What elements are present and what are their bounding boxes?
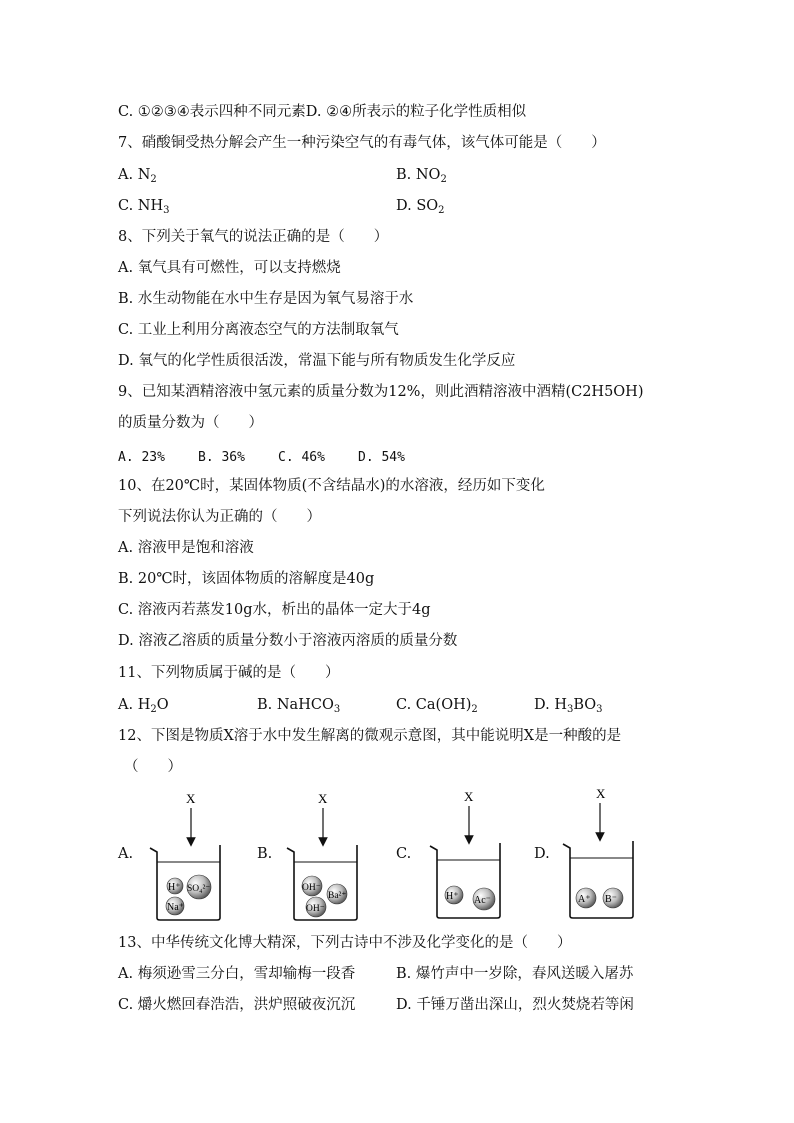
beaker-label-a: A.: [118, 846, 134, 862]
beaker-a: [150, 791, 220, 920]
question-10: 10、在20℃时，某固体物质(不含结晶水)的水溶液，经历如下变化: [118, 478, 545, 494]
q10-option-c: C. 溶液丙若蒸发10g水，析出的晶体一定大于4g: [118, 602, 431, 618]
q11-option-d: [534, 695, 603, 720]
question-11: 11、下列物质属于碱的是（ ）: [118, 665, 340, 681]
q13-option-b: B. 爆竹声中一岁除，春风送暖入屠苏: [396, 966, 634, 982]
q11-option-d-sub2: 3: [596, 704, 603, 715]
q7-option-b-sub: 2: [440, 174, 447, 185]
q10-option-b: B. 20℃时，该固体物质的溶解度是40g: [118, 571, 375, 587]
q7-option-b: [396, 165, 447, 190]
q9-option-d: [358, 447, 405, 468]
ion-label: OH⁻: [302, 883, 321, 893]
q7-option-d: [396, 196, 445, 221]
ion-label: OH⁻: [306, 904, 325, 914]
beaker-a-x-label: X: [186, 791, 196, 806]
q11-option-a-sub: 2: [150, 704, 157, 715]
beaker-d: [563, 786, 633, 918]
q7-option-d-sub: 2: [438, 205, 445, 216]
beaker-c: [430, 789, 500, 918]
q11-option-a-text2: O: [156, 697, 169, 713]
beaker-d-outline: [563, 841, 633, 918]
q7-option-c: [118, 196, 170, 221]
ion-label: Na⁺: [167, 902, 184, 913]
beaker-c-x-label: X: [464, 789, 474, 804]
q11-option-d-text: D. H: [534, 697, 567, 713]
question-12-cont: （ ）: [124, 759, 182, 775]
option-c-q6: C. ①②③④表示四种不同元素D. ②④所表示的粒子化学性质相似: [118, 104, 527, 120]
q13-option-a: A. 梅须逊雪三分白，雪却输梅一段香: [118, 966, 356, 982]
q13-option-c: C. 爝火燃回春浩浩，洪炉照破夜沉沉: [118, 997, 356, 1013]
question-12: 12、下图是物质X溶于水中发生解离的微观示意图，其中能说明X是一种酸的是: [118, 728, 622, 744]
ion-label: H⁺: [446, 891, 459, 902]
q7-option-b-text: B. NO: [396, 167, 441, 183]
q7-option-c-sub: 3: [163, 205, 170, 216]
q11-option-b-text: B. NaHCO: [257, 697, 334, 713]
question-7: 7、硝酸铜受热分解会产生一种污染空气的有毒气体，该气体可能是（ ）: [118, 135, 606, 151]
beaker-b: [287, 791, 357, 920]
beaker-label-b: B.: [257, 846, 273, 862]
q13-option-d: D. 千锤万凿出深山，烈火焚烧若等闲: [396, 997, 634, 1013]
q11-option-a: [118, 695, 169, 720]
beaker-b-x-label: X: [318, 791, 328, 806]
q7-option-c-text: C. NH: [118, 198, 164, 214]
ion-label: A⁺: [578, 894, 591, 905]
q9-option-d-text: D. 54%: [358, 450, 405, 465]
q8-option-c: C. 工业上利用分离液态空气的方法制取氧气: [118, 322, 399, 338]
ion-label: SO₄²⁻: [187, 884, 211, 894]
q8-option-d: D. 氧气的化学性质很活泼，常温下能与所有物质发生化学反应: [118, 353, 516, 369]
ion-label: B⁻: [605, 894, 617, 905]
q8-option-b: B. 水生动物能在水中生存是因为氧气易溶于水: [118, 291, 414, 307]
q11-option-c-sub: 2: [471, 704, 478, 715]
question-10-cont: 下列说法你认为正确的（ ）: [118, 509, 321, 525]
q11-option-b: [257, 695, 340, 720]
q7-option-a-sub: 2: [150, 174, 157, 185]
q11-option-b-sub: 3: [333, 704, 341, 715]
beaker-label-d: D.: [534, 846, 550, 862]
question-9: 9、已知某酒精溶液中氢元素的质量分数为12%，则此酒精溶液中酒精(C2H5OH): [118, 384, 644, 400]
q8-option-a: A. 氧气具有可燃性，可以支持燃烧: [118, 260, 341, 276]
ion-label: Ac⁻: [474, 895, 491, 906]
q9-option-a: [118, 447, 165, 468]
q7-option-a: [118, 165, 157, 190]
question-8: 8、下列关于氧气的说法正确的是（ ）: [118, 229, 389, 245]
q11-option-a-text: A. H: [118, 697, 151, 713]
question-9-cont: 的质量分数为（ ）: [118, 415, 263, 431]
beaker-diagrams: [0, 780, 794, 940]
q9-option-c-text: C. 46%: [278, 450, 325, 465]
beaker-label-c: C.: [396, 846, 412, 862]
q11-option-d-text2: BO: [573, 697, 597, 713]
ion-label: Ba²⁺: [328, 891, 347, 901]
q9-option-c: [278, 447, 325, 468]
q11-option-c: [396, 695, 478, 720]
q11-option-c-text: C. Ca(OH): [396, 697, 472, 713]
q10-option-d: D. 溶液乙溶质的质量分数小于溶液丙溶质的质量分数: [118, 633, 458, 649]
q9-option-b-text: B. 36%: [198, 450, 245, 465]
ion-label: H⁺: [168, 882, 181, 893]
q7-option-d-text: D. SO: [396, 198, 439, 214]
q7-option-a-text: A. N: [118, 167, 151, 183]
q9-option-a-text: A. 23%: [118, 450, 165, 465]
q9-option-b: [198, 447, 245, 468]
q11-option-d-sub: 3: [566, 704, 574, 715]
q10-option-a: A. 溶液甲是饱和溶液: [118, 540, 254, 556]
question-13: 13、中华传统文化博大精深，下列古诗中不涉及化学变化的是（ ）: [118, 935, 572, 951]
beaker-d-x-label: X: [596, 786, 606, 801]
